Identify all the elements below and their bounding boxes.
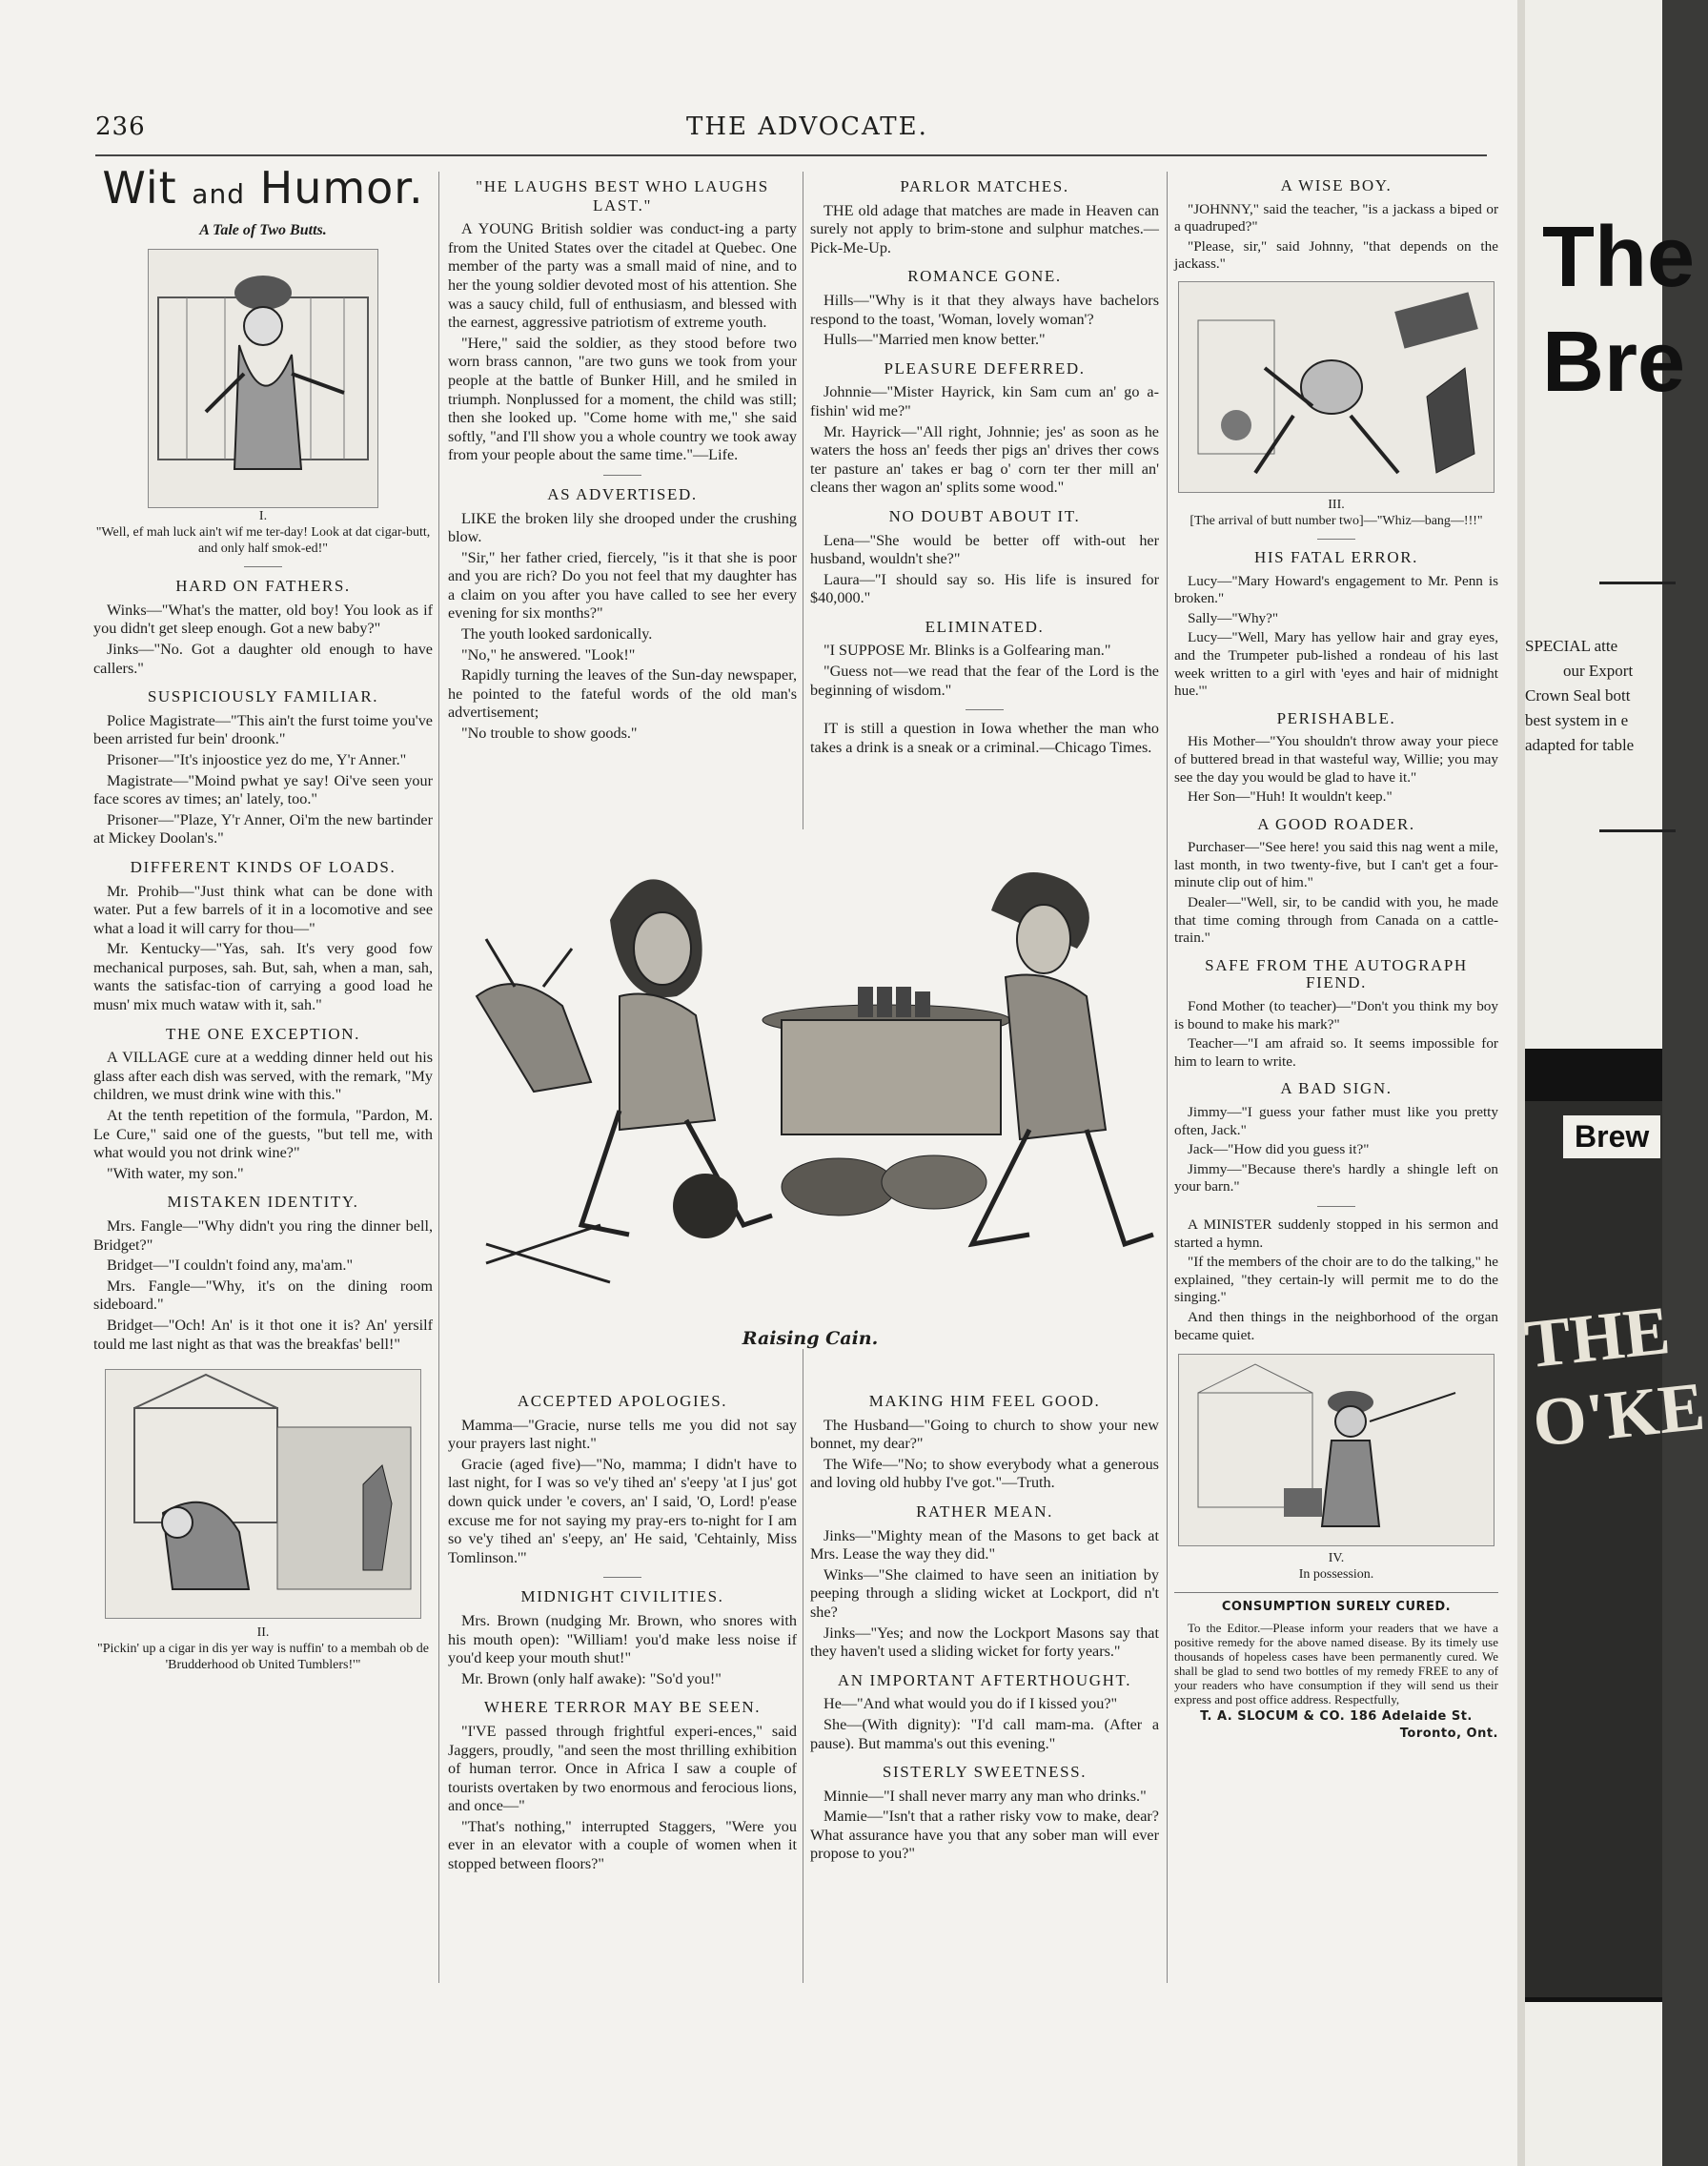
paragraph: "No trouble to show goods.": [461, 725, 638, 743]
title-wit: Wit: [102, 162, 177, 214]
paragraph: His Mother—"You shouldn't throw away your piece of buttered bread in that wasteful way, Willie; you may see the day you would be glad to have it.": [1174, 733, 1498, 786]
next-page-rule: [1599, 829, 1676, 832]
paragraph: "That's nothing," interrupted Staggers, "Were you ever in an elevator with a couple of women when it stopped between floors?": [448, 1817, 797, 1873]
paragraph: Mr. Hayrick—"All right, Johnnie; jes' as soon as he waters the hoss an' feeds ther pigs an' drives ther cows ter pasture an' takes er bag o' corn ter ther mill an' cleans ther wagon an' splits some wood.": [810, 422, 1159, 497]
header-rule: [95, 154, 1487, 156]
ad-city: Toronto, Ont.: [1399, 1727, 1498, 1742]
ad-signature: T. A. SLOCUM & CO. 186 Adelaide St.: [1200, 1708, 1473, 1724]
headline: ROMANCE GONE.: [907, 267, 1062, 286]
divider: [603, 475, 641, 476]
divider: [1317, 1206, 1355, 1207]
column-rule: [1167, 172, 1168, 1983]
title-humor: Humor.: [259, 162, 424, 214]
next-page-line: Crown Seal bott: [1525, 686, 1631, 705]
headline: A BAD SIGN.: [1280, 1079, 1393, 1098]
paragraph: A YOUNG British soldier was conduct-ing a party from the United States over the citadel at Quebec. One member of the party was a small maid of nine, and to her the young soldier devoted most of his attention. She was a saucy child, full of enthusiasm, and blessed with the earnest, aggressive patriotism of extreme youth.: [448, 220, 797, 332]
paragraph: "Guess not—we read that the fear of the Lord is the beginning of wisdom.": [810, 663, 1159, 699]
headline: ACCEPTED APOLOGIES.: [517, 1392, 728, 1410]
paragraph: "I SUPPOSE Mr. Blinks is a Golfearing man.": [824, 642, 1111, 660]
headline: DIFFERENT KINDS OF LOADS.: [130, 857, 396, 876]
headline: A WISE BOY.: [1280, 176, 1393, 194]
paragraph: Mrs. Brown (nudging Mr. Brown, who snores with his mouth open): "William! you'd make less noise if you'd keep your mouth shut!": [448, 1611, 797, 1667]
raising-cain-illustration: [458, 844, 1163, 1301]
paragraph: "Here," said the soldier, as they stood before two worn brass cannon, "are two guns we took from your people at the battle of Bunker Hill, and he smiled in triumph. Nonplussed for a moment, the child was still; then she looked up. "Come home with me," she said softly, "and I'll show you a whole country we took away from your people about the same time."—Life.: [448, 334, 797, 464]
paragraph: Rapidly turning the leaves of the Sun-day newspaper, he pointed to the fateful words of the old man's advertisement;: [448, 666, 797, 722]
headline: THE ONE EXCEPTION.: [166, 1024, 360, 1043]
paragraph: He—"And what would you do if I kissed you?": [824, 1695, 1118, 1713]
headline: HIS FATAL ERROR.: [1253, 547, 1419, 566]
caption-number: II.: [256, 1625, 270, 1641]
paragraph: Winks—"She claimed to have seen an initiation by peeping through a sliding wicket at Lockport, did n't she?: [810, 1565, 1159, 1621]
next-page-line: our Export: [1563, 662, 1634, 680]
headline: A GOOD ROADER.: [1257, 814, 1415, 833]
paragraph: Magistrate—"Moind pwhat ye say! Oi've seen your face scores av times; an' lately, too.": [93, 771, 433, 808]
caption-number: IV.: [1328, 1551, 1345, 1566]
paragraph: Gracie (aged five)—"No, mamma; I didn't have to last night, for I was so ve'y tihed an' s'eepy 'at I jus' got down quick under 'e covers, an' I said, 'O, Lord! p'ease excuse me for not saying my pray-ers to-night for I am so ve'y tihed an' s'eepy, an' He said, 'Cehtainly, Miss Tomlinson.'": [448, 1455, 797, 1566]
paragraph: A MINISTER suddenly stopped in his sermon and started a hymn.: [1174, 1216, 1498, 1251]
paragraph: She—(With dignity): "I'd call mam-ma. (After a pause). But mamma's out this evening.": [810, 1715, 1159, 1752]
paragraph: The Husband—"Going to church to show your new bonnet, my dear?": [810, 1416, 1159, 1453]
headline: WHERE TERROR MAY BE SEEN.: [483, 1698, 762, 1717]
paragraph: Bridget—"Och! An' is it thot one it is? An' yersilf tould me last night as that was the breakfas' bell!": [93, 1316, 433, 1353]
paragraph: Sally—"Why?": [1188, 609, 1279, 626]
next-page-headline-1: The: [1542, 210, 1696, 305]
headline: ELIMINATED.: [925, 617, 1045, 636]
next-page-rule: [1599, 582, 1676, 584]
ad-body: To the Editor.—Please inform your readers that we have a positive remedy for the above named disease. By its timely use thousands of hopeless cases have been permanently cured. We shall be glad to send two bottles of my remedy FREE to any of your readers who have consumption if they will send us their express and post office address. Respectfully,: [1174, 1620, 1498, 1706]
next-page-line: best system in e: [1525, 711, 1629, 729]
divider: [1174, 1592, 1498, 1593]
headline: MIDNIGHT CIVILITIES.: [520, 1587, 724, 1606]
paragraph: A VILLAGE cure at a wedding dinner held out his glass after each dish was served, with the remark, "My children, we must drink wine with this.": [93, 1049, 433, 1104]
caption-number: III.: [1328, 497, 1345, 512]
paragraph: Teacher—"I am afraid so. It seems impossible for him to learn to write.: [1174, 1035, 1498, 1070]
paragraph: Lena—"She would be better off with-out her husband, wouldn't she?": [810, 531, 1159, 568]
divider: [1317, 539, 1355, 540]
column-1: [93, 162, 433, 1673]
paragraph: Mr. Kentucky—"Yas, sah. It's very good fow mechanical purposes, sah. But, sah, when a man, sah, wants the satisfac-tion of carrying a good load he musn' mix much wataw with it, sah.": [93, 940, 433, 1014]
paragraph: Johnnie—"Mister Hayrick, kin Sam cum an' go a-fishin' wid me?": [810, 383, 1159, 419]
column-3: [810, 177, 1159, 759]
divider: [244, 566, 282, 567]
divider: [603, 1577, 641, 1578]
paragraph: Mrs. Fangle—"Why didn't you ring the dinner bell, Bridget?": [93, 1217, 433, 1254]
paragraph: The Wife—"No; to show everybody what a generous and loving old hubby I've got."—Truth.: [810, 1455, 1159, 1492]
headline: MISTAKEN IDENTITY.: [167, 1193, 359, 1212]
ad-image: [1525, 1101, 1662, 1997]
headline: "HE LAUGHS BEST WHO LAUGHS LAST.": [476, 177, 769, 215]
paragraph: Prisoner—"Plaze, Y'r Anner, Oi'm the new bartinder at Mickey Doolan's.": [93, 810, 433, 848]
section-title: [93, 162, 433, 214]
paragraph: "JOHNNY," said the teacher, "is a jackass a biped or a quadruped?": [1174, 200, 1498, 235]
column-2: [448, 177, 797, 746]
ad-logo: THE O'KE: [1520, 1291, 1708, 1461]
headline: PARLOR MATCHES.: [900, 177, 1069, 195]
illustration-tramp-4: [1178, 1354, 1494, 1546]
paragraph: Jinks—"Yes; and now the Lockport Masons say that they haven't used a sliding wicket for forty years.": [810, 1624, 1159, 1661]
paragraph: Her Son—"Huh! It wouldn't keep.": [1188, 788, 1393, 806]
headline: AN IMPORTANT AFTERTHOUGHT.: [837, 1670, 1132, 1689]
paragraph: Jimmy—"I guess your father must like you pretty often, Jack.": [1174, 1104, 1498, 1138]
illustration-caption: "Well, ef mah luck ain't wif me ter-day! Look at dat cigar-butt, and only half smok-ed!": [95, 525, 431, 557]
paragraph: THE old adage that matches are made in Heaven can surely not apply to brim-stone and sulphur matches.—Pick-Me-Up.: [810, 201, 1159, 256]
tramp-sketch-2: [106, 1370, 420, 1618]
divider: [966, 709, 1004, 710]
headline: SUSPICIOUSLY FAMILIAR.: [147, 687, 379, 706]
paragraph: Minnie—"I shall never marry any man who drinks.": [824, 1787, 1147, 1805]
paragraph: Purchaser—"See here! you said this nag went a mile, last month, in two twenty-five, but I can't get a four-minute clip out of him.": [1174, 839, 1498, 891]
raising-cain-sketch: [458, 844, 1163, 1301]
page-number: 236: [95, 112, 146, 141]
headline: AS ADVERTISED.: [547, 484, 698, 503]
tramp-sketch-1: [149, 250, 377, 507]
paragraph: At the tenth repetition of the formula, "Pardon, M. Le Cure," said one of the guests, "but tell me, with what would you not drink wine?": [93, 1107, 433, 1162]
column-4: [1174, 177, 1498, 1744]
next-page-line: adapted for table: [1525, 736, 1635, 754]
paragraph: The youth looked sardonically.: [461, 625, 653, 644]
headline: PLEASURE DEFERRED.: [884, 358, 1086, 378]
caption-number: I.: [258, 509, 268, 524]
column-rule: [438, 172, 439, 1983]
paragraph: "With water, my son.": [107, 1164, 244, 1182]
paragraph: Jinks—"Mighty mean of the Masons to get back at Mrs. Lease the way they did.": [810, 1526, 1159, 1563]
next-page-headline-2: Bre: [1542, 315, 1686, 410]
paragraph: Jinks—"No. Got a daughter old enough to have callers.": [93, 640, 433, 677]
paragraph: Bridget—"I couldn't foind any, ma'am.": [107, 1257, 354, 1275]
paragraph: And then things in the neighborhood of the organ became quiet.: [1174, 1308, 1498, 1343]
illustration-caption: [The arrival of butt number two]—"Whiz—bang—!!!": [1190, 513, 1483, 528]
paragraph: "Sir," her father cried, fiercely, "is it that she is poor and you are rich? Do you not feel that my daughter has a claim on you after you have called to see her every evening for six months?": [448, 548, 797, 623]
ad-heading: Brew: [1563, 1115, 1660, 1158]
illustration-tramp-2: [105, 1369, 421, 1619]
illustration-caption: Raising Cain.: [742, 1328, 879, 1349]
headline: HARD ON FATHERS.: [175, 577, 351, 596]
paragraph: "Please, sir," said Johnny, "that depends on the jackass.": [1174, 237, 1498, 273]
paragraph: Mamma—"Gracie, nurse tells me you did not say your prayers last night.": [448, 1416, 797, 1453]
paragraph: Prisoner—"It's injoostice yez do me, Y'r Anner.": [107, 750, 407, 768]
paragraph: Mr. Brown (only half awake): "So'd you!": [461, 1669, 722, 1687]
paragraph: LIKE the broken lily she drooped under the crushing blow.: [448, 509, 797, 546]
column-3-lower: [810, 1392, 1159, 1866]
next-page-line: SPECIAL atte: [1525, 637, 1618, 655]
illustration-caption: "Pickin' up a cigar in dis yer way is nuffin' to a membah ob de 'Brudderhood ob United Tumblers!'": [97, 1642, 429, 1673]
next-page-edge: [1520, 0, 1708, 2166]
paragraph: Laura—"I should say so. His life is insured for $40,000.": [810, 570, 1159, 607]
paragraph: Fond Mother (to teacher)—"Don't you think my boy is bound to make his mark?": [1174, 998, 1498, 1032]
illustration-caption: In possession.: [1298, 1567, 1374, 1583]
column-2-lower: [448, 1392, 797, 1876]
headline: RATHER MEAN.: [916, 1502, 1053, 1521]
headline: SAFE FROM THE AUTOGRAPH FIEND.: [1205, 955, 1468, 992]
paragraph: Mrs. Fangle—"Why, it's on the dining room sideboard.": [93, 1277, 433, 1314]
tramp-sketch-3: [1179, 282, 1494, 492]
story-subtitle: A Tale of Two Butts.: [199, 221, 327, 238]
paragraph: Mr. Prohib—"Just think what can be done with water. Put a few barrels of it in a locomotive and see what a load it will carry for thou—": [93, 882, 433, 937]
paragraph: Police Magistrate—"This ain't the furst toime you've been arristed fur bein' droonk.": [93, 711, 433, 748]
paragraph: Jack—"How did you guess it?": [1188, 1141, 1370, 1158]
paragraph: Lucy—"Mary Howard's engagement to Mr. Penn is broken.": [1174, 572, 1498, 607]
paragraph: Lucy—"Well, Mary has yellow hair and gray eyes, and the Trumpeter pub-lished a rondeau of his last week written to a girl with 'eyes and hair of midnight hue.'": [1174, 629, 1498, 700]
masthead-title: THE ADVOCATE.: [686, 112, 928, 141]
headline: NO DOUBT ABOUT IT.: [888, 506, 1081, 525]
paragraph: "I'VE passed through frightful experi-ences," said Jaggers, proudly, "and seen the most thrilling exhibition of human terror. Once in Africa I saw a couple of tourists overtaken by two enormous and ferocious lions, and once—": [448, 1722, 797, 1815]
paragraph: "No," he answered. "Look!": [461, 645, 636, 664]
paragraph: IT is still a question in Iowa whether the man who takes a drink is a sneak or a criminal.—Chicago Times.: [810, 720, 1159, 756]
paragraph: Winks—"What's the matter, old boy! You look as if you didn't get sleep enough. Got a new baby?": [93, 601, 433, 638]
paragraph: Hills—"Why is it that they always have bachelors respond to the toast, 'Woman, lovely woman'?: [810, 291, 1159, 328]
illustration-tramp-3: [1178, 281, 1494, 493]
headline: MAKING HIM FEEL GOOD.: [868, 1392, 1101, 1410]
paragraph: Hulls—"Married men know better.": [824, 331, 1046, 349]
paragraph: "If the members of the choir are to do the talking," he explained, "they certain-ly will permit me to do the singing.": [1174, 1254, 1498, 1306]
illustration-tramp-1: [148, 249, 378, 508]
paragraph: Jimmy—"Because there's hardly a shingle left on your barn.": [1174, 1160, 1498, 1195]
paragraph: Dealer—"Well, sir, to be candid with you, he made that time coming through from Canada on a cattle-train.": [1174, 894, 1498, 947]
paragraph: Mamie—"Isn't that a rather risky vow to make, dear? What assurance have you that any sober man will ever propose to you?": [810, 1808, 1159, 1863]
headline: SISTERLY SWEETNESS.: [882, 1763, 1088, 1782]
headline: PERISHABLE.: [1276, 708, 1396, 727]
title-and: and: [192, 178, 245, 210]
ad-title: CONSUMPTION SURELY CURED.: [1221, 1600, 1452, 1615]
tramp-sketch-4: [1179, 1355, 1494, 1545]
